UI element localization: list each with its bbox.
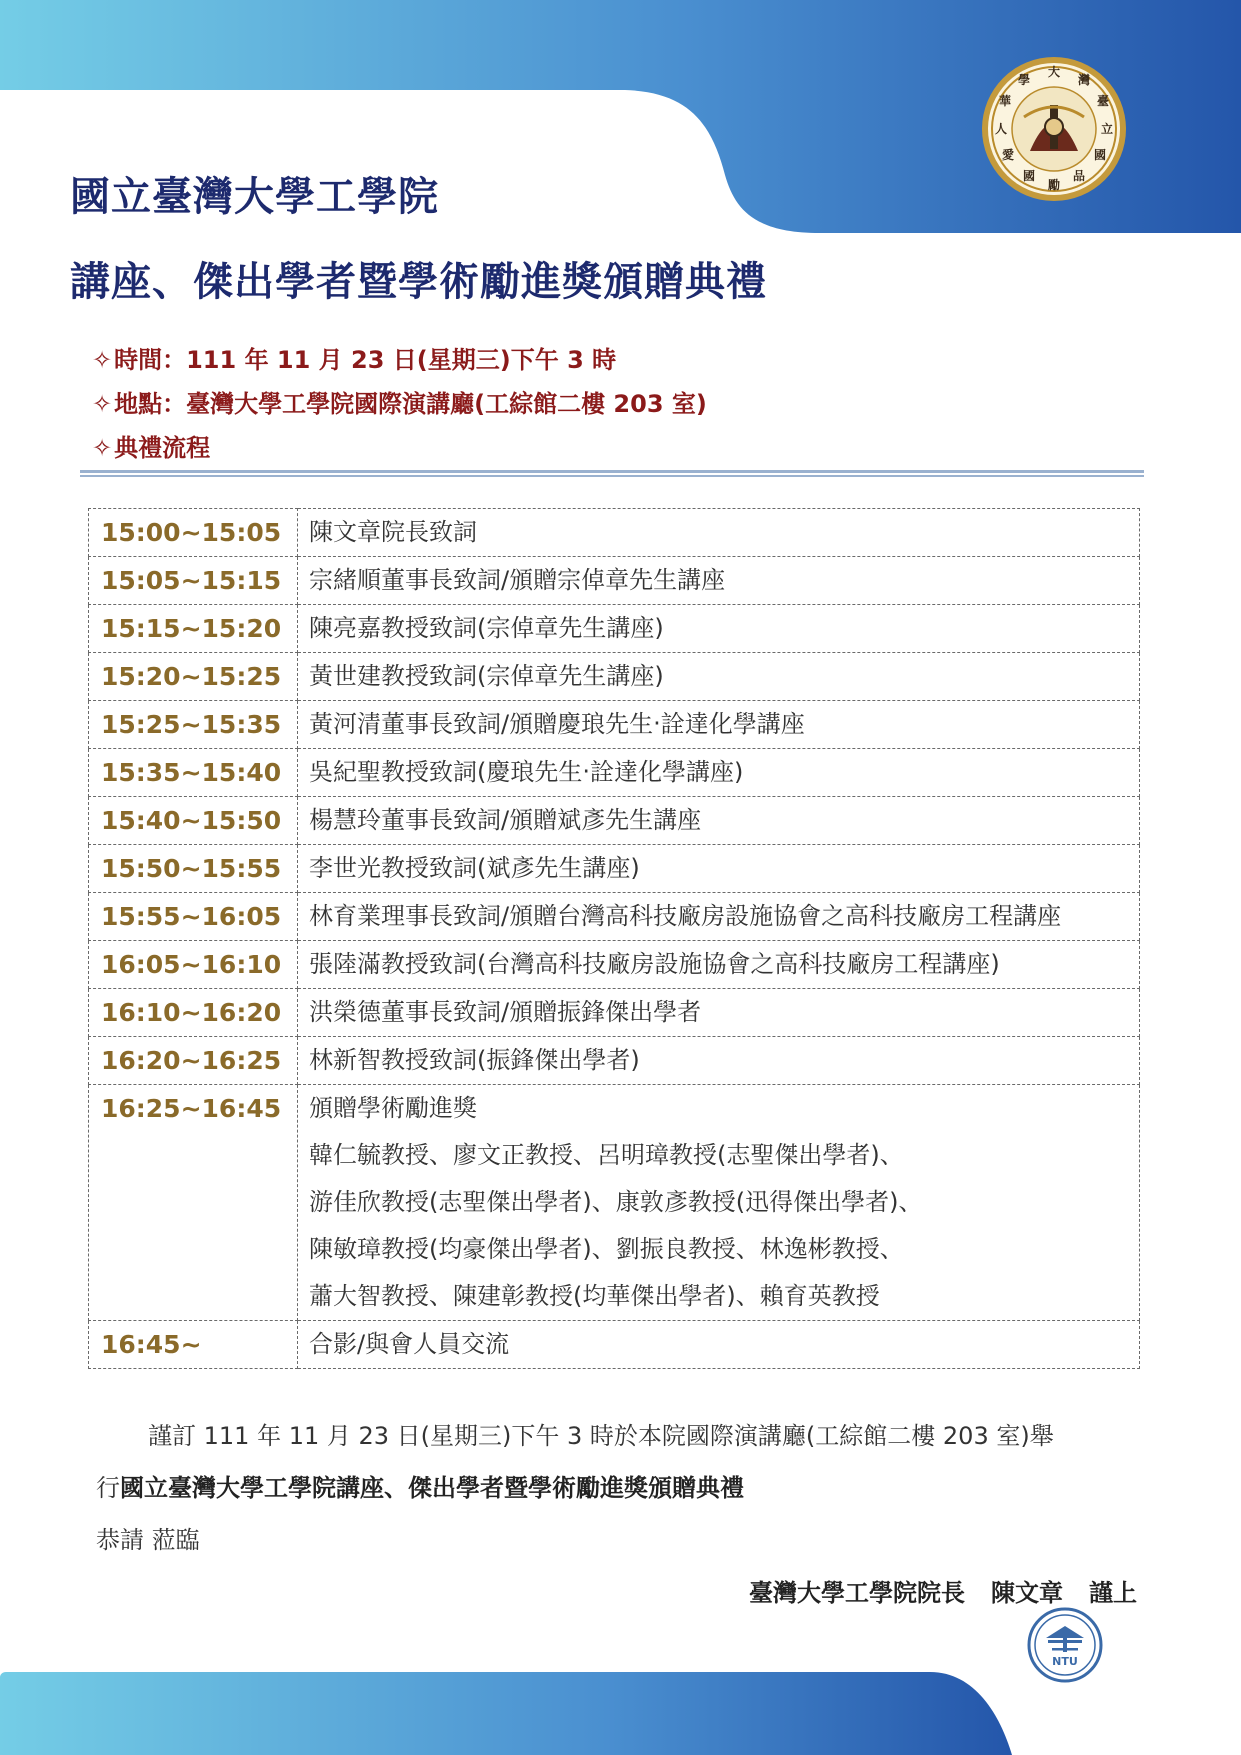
venue-value: 臺灣大學工學院國際演講廳(工綜館二樓 203 室) bbox=[186, 390, 707, 418]
svg-text:臺: 臺 bbox=[1096, 94, 1110, 108]
ntu-seal-logo bbox=[980, 55, 1128, 203]
svg-text:人: 人 bbox=[994, 122, 1008, 136]
sparkle-bullet-icon: ✧ bbox=[92, 434, 113, 462]
table-row bbox=[89, 749, 1140, 797]
row-description: 陳文章院長致詞 bbox=[298, 509, 1140, 557]
info-time bbox=[92, 338, 707, 382]
row-time: 16:25~16:45 bbox=[89, 1085, 298, 1321]
event-info bbox=[92, 338, 707, 470]
program-schedule-table bbox=[88, 508, 1140, 1369]
info-program bbox=[92, 426, 707, 470]
row-time: 16:10~16:20 bbox=[89, 989, 298, 1037]
svg-text:勵: 勵 bbox=[1047, 178, 1061, 192]
invitation-notice bbox=[96, 1410, 1136, 1566]
table-row bbox=[89, 893, 1140, 941]
info-venue bbox=[92, 382, 707, 426]
footer-logo-text: NTU bbox=[1052, 1655, 1078, 1668]
row-time: 15:05~15:15 bbox=[89, 557, 298, 605]
svg-text:灣: 灣 bbox=[1077, 73, 1091, 87]
signature bbox=[749, 1573, 1137, 1608]
venue-label: 地點： bbox=[114, 390, 187, 418]
svg-text:大: 大 bbox=[1047, 65, 1061, 79]
table-row bbox=[89, 845, 1140, 893]
svg-text:華: 華 bbox=[998, 94, 1012, 108]
row-description: 宗緒順董事長致詞/頒贈宗倬章先生講座 bbox=[298, 557, 1140, 605]
signature-title: 臺灣大學工學院院長 bbox=[749, 1579, 965, 1607]
table-row bbox=[89, 1085, 1140, 1321]
row-time: 15:35~15:40 bbox=[89, 749, 298, 797]
row-time: 15:50~15:55 bbox=[89, 845, 298, 893]
table-row bbox=[89, 1321, 1140, 1369]
row-description: 李世光教授致詞(斌彥先生講座) bbox=[298, 845, 1140, 893]
svg-text:國: 國 bbox=[1022, 169, 1036, 183]
svg-text:國: 國 bbox=[1093, 148, 1107, 162]
event-title: 講座、傑出學者暨學術勵進獎頒贈典禮 bbox=[70, 259, 767, 305]
row-time: 16:20~16:25 bbox=[89, 1037, 298, 1085]
program-label: 典禮流程 bbox=[114, 434, 211, 462]
row-description: 頒贈學術勵進獎 韓仁毓教授、廖文正教授、呂明璋教授(志聖傑出學者)、 游佳欣教授(志聖傑出學者)、康敦彥教授(迅得傑出學者)、 陳敏璋教授(均豪傑出學者)、劉振良教授、林逸彬教授、 蕭大智教授、陳建彰教授(均華傑出學者)、賴育英教授 bbox=[298, 1085, 1140, 1321]
notice-line-2: 行國立臺灣大學工學院講座、傑出學者暨學術勵進獎頒贈典禮 bbox=[96, 1474, 744, 1502]
table-row bbox=[89, 989, 1140, 1037]
row-time: 15:40~15:50 bbox=[89, 797, 298, 845]
row-description: 吳紀聖教授致詞(慶琅先生‧詮達化學講座) bbox=[298, 749, 1140, 797]
table-row bbox=[89, 653, 1140, 701]
signature-closing: 謹上 bbox=[1089, 1579, 1137, 1607]
table-row bbox=[89, 701, 1140, 749]
row-description: 林育業理事長致詞/頒贈台灣高科技廠房設施協會之高科技廠房工程講座 bbox=[298, 893, 1140, 941]
table-row bbox=[89, 1037, 1140, 1085]
row-description: 陳亮嘉教授致詞(宗倬章先生講座) bbox=[298, 605, 1140, 653]
row-description: 洪榮德董事長致詞/頒贈振鋒傑出學者 bbox=[298, 989, 1140, 1037]
row-time: 16:45~ bbox=[89, 1321, 298, 1369]
row-time: 15:20~15:25 bbox=[89, 653, 298, 701]
ntu-footer-logo bbox=[1026, 1606, 1104, 1684]
row-time: 16:05~16:10 bbox=[89, 941, 298, 989]
row-time: 15:00~15:05 bbox=[89, 509, 298, 557]
time-label: 時間： bbox=[114, 346, 187, 374]
row-time: 15:25~15:35 bbox=[89, 701, 298, 749]
signature-name: 陳文章 bbox=[991, 1579, 1063, 1607]
sparkle-bullet-icon: ✧ bbox=[92, 390, 113, 418]
row-description: 楊慧玲董事長致詞/頒贈斌彥先生講座 bbox=[298, 797, 1140, 845]
row-time: 15:15~15:20 bbox=[89, 605, 298, 653]
notice-line-1: 謹訂 111 年 11 月 23 日(星期三)下午 3 時於本院國際演講廳(工綜館二樓 203 室)舉 bbox=[148, 1422, 1054, 1450]
notice-event-name: 國立臺灣大學工學院講座、傑出學者暨學術勵進獎頒贈典禮 bbox=[120, 1474, 744, 1502]
table-row bbox=[89, 509, 1140, 557]
time-value: 111 年 11 月 23 日(星期三)下午 3 時 bbox=[186, 346, 617, 374]
sparkle-bullet-icon: ✧ bbox=[92, 346, 113, 374]
notice-line-3: 恭請 蒞臨 bbox=[96, 1526, 200, 1554]
table-row bbox=[89, 941, 1140, 989]
table-row bbox=[89, 797, 1140, 845]
row-time: 15:55~16:05 bbox=[89, 893, 298, 941]
row-description: 林新智教授致詞(振鋒傑出學者) bbox=[298, 1037, 1140, 1085]
svg-text:品: 品 bbox=[1072, 169, 1086, 183]
row-description: 黃河清董事長致詞/頒贈慶琅先生‧詮達化學講座 bbox=[298, 701, 1140, 749]
table-row bbox=[89, 605, 1140, 653]
svg-text:學: 學 bbox=[1017, 73, 1031, 87]
row-description: 張陸滿教授致詞(台灣高科技廠房設施協會之高科技廠房工程講座) bbox=[298, 941, 1140, 989]
school-title: 國立臺灣大學工學院 bbox=[70, 174, 439, 220]
table-row bbox=[89, 557, 1140, 605]
row-description: 黃世建教授致詞(宗倬章先生講座) bbox=[298, 653, 1140, 701]
svg-text:立: 立 bbox=[1100, 122, 1114, 136]
row-description: 合影/與會人員交流 bbox=[298, 1321, 1140, 1369]
section-divider bbox=[80, 470, 1144, 478]
svg-text:愛: 愛 bbox=[1001, 148, 1015, 162]
